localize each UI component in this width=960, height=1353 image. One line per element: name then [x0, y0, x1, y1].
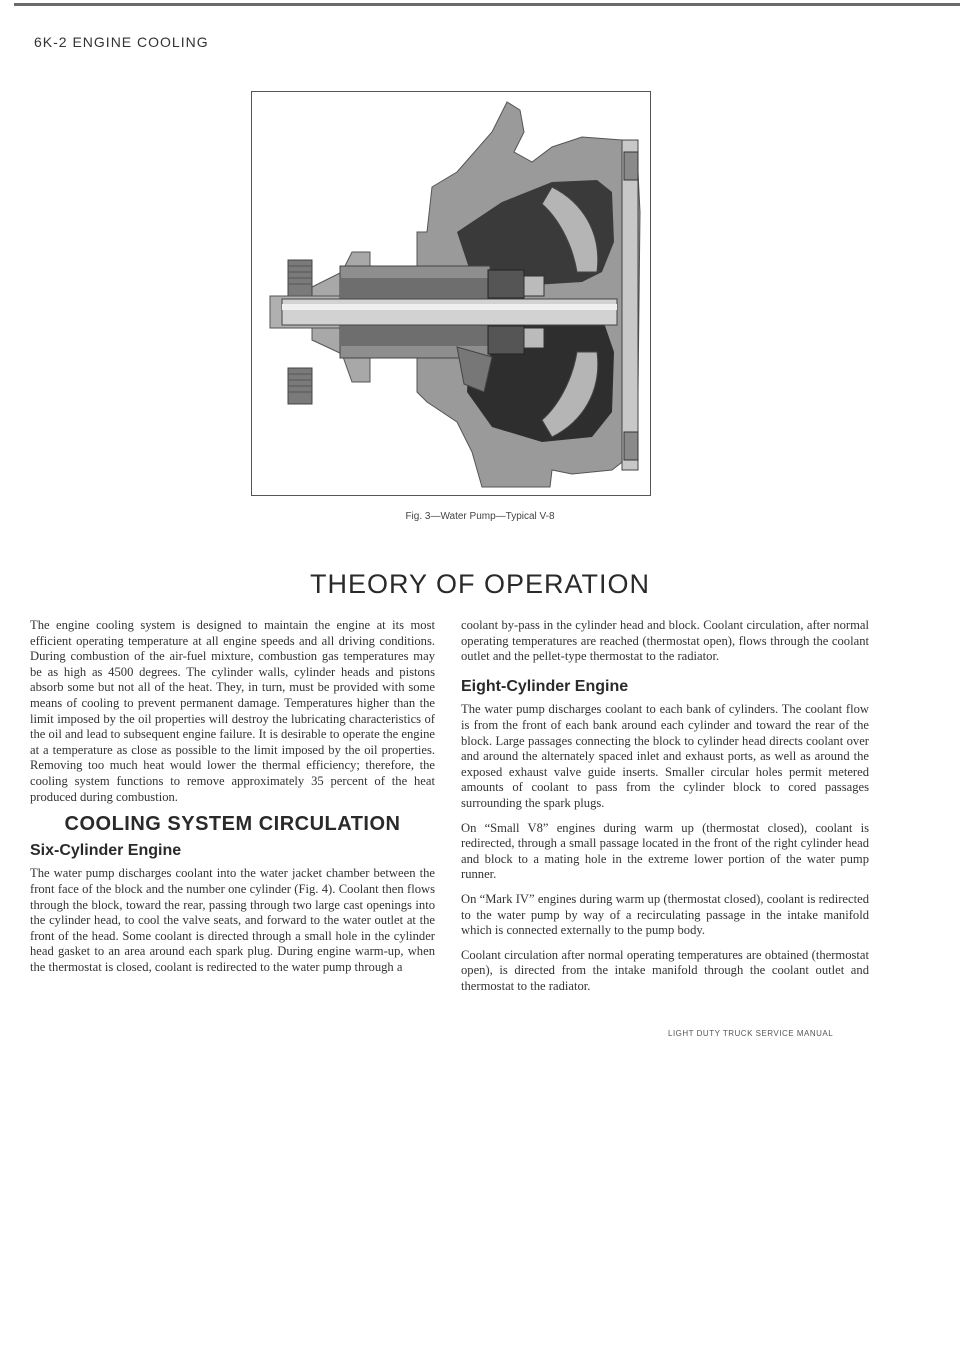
- eight-cylinder-paragraph-4: Coolant circulation after normal operating temperatures are obtained (thermostat open), is directed from the intake manifold through the coolant outlet and thermostat to the radiator.: [461, 947, 869, 993]
- water-pump-figure: [251, 91, 651, 496]
- manual-footer: LIGHT DUTY TRUCK SERVICE MANUAL: [668, 1029, 834, 1038]
- cooling-circulation-title: COOLING SYSTEM CIRCULATION: [64, 813, 401, 836]
- running-head: 6K-2 ENGINE COOLING: [34, 34, 209, 50]
- right-column: [461, 618, 869, 1003]
- top-rule: [14, 3, 960, 6]
- figure-caption: Fig. 3—Water Pump—Typical V-8: [405, 511, 555, 522]
- water-pump-illustration: [252, 92, 650, 495]
- eight-cylinder-heading: Eight-Cylinder Engine: [461, 677, 629, 695]
- six-cylinder-heading: Six-Cylinder Engine: [30, 841, 182, 859]
- theory-of-operation-title: THEORY OF OPERATION: [309, 569, 651, 599]
- six-cylinder-paragraph: The water pump discharges coolant into the water jacket chamber between the front face of the block and the number one cylinder (Fig. 4). Coolant then flows through the block, toward the rear, passing through two large cast openings into the cylinder head, to cool the valve seats, and forward to the water outlet at the front of the head. Some coolant is directed through a small hole in the cylinder head gasket to an area around each spark plug. During engine warm-up, when the thermostat is closed, coolant is redirected to the water pump through a: [30, 866, 435, 974]
- six-cylinder-paragraph-continued: coolant by-pass in the cylinder head and block. Coolant circulation, after normal operating temperatures are reached (thermostat open), flows through the coolant outlet and the pellet-type thermostat to the radiator.: [461, 618, 869, 664]
- eight-cylinder-paragraph-2: On “Small V8” engines during warm up (thermostat closed), coolant is redirected, through a small passage located in the front of the right cylinder head and block to a mating hole in the extreme lower portion of the water pump runner.: [461, 820, 869, 882]
- theory-paragraph: The engine cooling system is designed to maintain the engine at its most efficient operating temperature at all engine speeds and all driving conditions. During combustion of the air-fuel mixture, combustion gas temperatures may be as high as 4500 degrees. The cylinder walls, cylinder heads and pistons absorb some but not all of the heat. They, in turn, must be provided with some means of cooling to prevent permanent damage. Temperatures higher than the limit imposed by the oil properties will destroy the lubricating characteristics of the oil and lead to subsequent engine failure. It is desirable to operate the engine at a temperature as close as possible to the limit imposed by the oil properties. Removing too much heat would lower the thermal efficiency; therefore, the cooling system functions to remove approximately 35 percent of the heat produced during combustion.: [30, 618, 435, 804]
- eight-cylinder-paragraph-1: The water pump discharges coolant to each bank of cylinders. The coolant flow is from the front of each bank around each cylinder and toward the rear of the block. Large passages connecting the block to cylinder head directs coolant over and around the alternately spaced inlet and exhaust ports, as well as around the exposed exhaust valve guide inserts. Smaller circular holes permit metered amounts of coolant to pass from the cylinder block to cored passages surrounding the spark plugs.: [461, 702, 869, 810]
- left-column: [30, 618, 435, 984]
- eight-cylinder-paragraph-3: On “Mark IV” engines during warm up (thermostat closed), coolant is redirected to the water pump by way of a recirculating passage in the intake manifold which is connected externally to the pump body.: [461, 891, 869, 938]
